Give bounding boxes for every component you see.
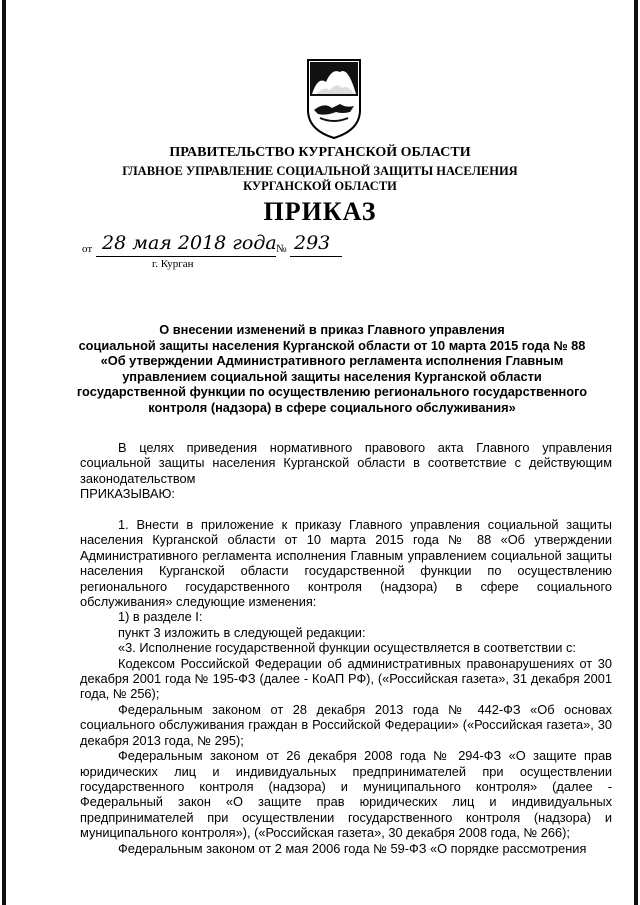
preamble-block (80, 440, 612, 502)
order-word: ПРИКАЗЫВАЮ: (80, 486, 175, 502)
date-underline (96, 256, 276, 257)
title-line: «Об утверждении Административного регламента исполнения Главным (100, 353, 564, 369)
handwritten-date: 28 мая 2018 года (102, 232, 277, 254)
title-line: контроля (надзора) в сфере социального обслуживания» (148, 399, 516, 415)
date-from-label: от (82, 243, 93, 255)
title-line: управлением социальной защиты населения Курганской области (122, 368, 542, 384)
title-line: социальной защиты населения Курганской области от 10 марта 2015 года № 88 (78, 337, 586, 353)
number-underline (290, 256, 342, 257)
order-title (62, 322, 602, 416)
paragraph: пункт 3 изложить в следующей редакции: (118, 624, 366, 640)
title-line: О внесении изменений в приказ Главного управления (159, 322, 505, 337)
order-body (80, 517, 612, 856)
paragraph: «3. Исполнение государственной функции осуществляется в соответствии с: (118, 640, 576, 656)
scan-border-left (2, 0, 6, 905)
kurgan-coat-of-arms-icon (306, 58, 362, 140)
paragraph: 1. Внести в приложение к приказу Главного управления социальной защиты населения Курганской области от 10 марта 2015 года № 88 «Об утверждении Административного регламента исполнения Главным управлением социальной защиты населения Курганской области государственной функции по осуществлению регионального государственного контроля (надзора) в сфере социального обслуживания» следующие изменения: (80, 517, 612, 610)
number-label: № (276, 243, 287, 255)
department-name-line2: КУРГАНСКОЙ ОБЛАСТИ (243, 179, 397, 193)
paragraph: Кодексом Российской Федерации об административных правонарушениях от 30 декабря 2001 года № 195-ФЗ (далее - КоАП РФ), («Российская газета», 31 декабря 2001 года, № 256); (80, 655, 612, 702)
department-name-line1: ГЛАВНОЕ УПРАВЛЕНИЕ СОЦИАЛЬНОЙ ЗАЩИТЫ НАСЕЛЕНИЯ (122, 164, 518, 178)
government-name: ПРАВИТЕЛЬСТВО КУРГАНСКОЙ ОБЛАСТИ (169, 145, 471, 160)
handwritten-number: 293 (294, 232, 331, 254)
title-line: государственной функции по осуществлению регионального государственного (76, 384, 588, 400)
paragraph: Федеральным законом от 2 мая 2006 года № 59-ФЗ «О порядке рассмотрения (118, 840, 587, 856)
document-type: ПРИКАЗ (263, 197, 377, 226)
city-label: г. Курган (152, 258, 194, 270)
paragraph: Федеральным законом от 28 декабря 2013 года № 442-ФЗ «Об основах социального обслуживания граждан в Российской Федерации» («Российская газета», 30 декабря 2013 года, № 295); (80, 701, 612, 748)
paragraph: 1) в разделе I: (118, 609, 203, 625)
scan-border-right (634, 0, 638, 905)
preamble-text: В целях приведения нормативного правового акта Главного управления социальной защиты населения Курганской области в соответствие с действующим законодательством (80, 440, 612, 486)
paragraph: Федеральным законом от 26 декабря 2008 года № 294-ФЗ «О защите прав юридических лиц и индивидуальных предпринимателей при осуществлении государственного контроля (надзора) и муниципального контроля» (далее - Федеральный закон «О защите прав юридических лиц и индивидуальных предпринимателей при осуществлении государственного контроля (надзора) и муниципального контроля»), («Российская газета», 30 декабря 2008 года, № 266); (80, 748, 612, 841)
